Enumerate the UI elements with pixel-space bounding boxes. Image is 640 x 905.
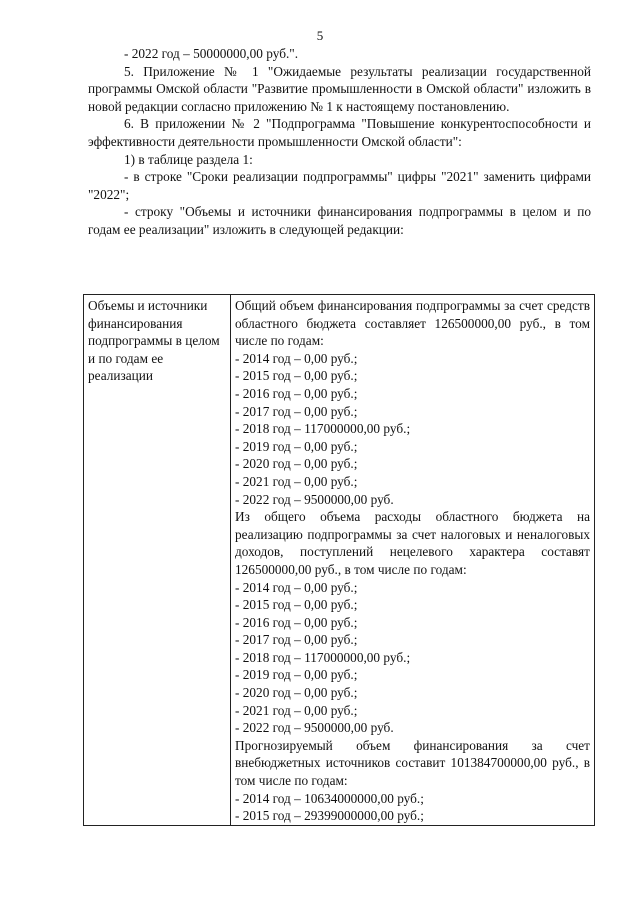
year-line: - 2018 год – 117000000,00 руб.; [235, 649, 411, 665]
year-line: - 2015 год – 0,00 руб.; [235, 597, 358, 613]
year-line: - 2019 год – 0,00 руб.; [235, 438, 358, 454]
year-line: - 2021 год – 0,00 руб.; [235, 473, 358, 489]
year-line: - 2015 год – 29399000000,00 руб.; [235, 808, 424, 824]
paragraph: - 2022 год – 50000000,00 руб.". [124, 46, 299, 61]
paragraph: 5. Приложение № 1 "Ожидаемые результаты реализации государственной программы Омской области "Развитие промышленности в Омской области" изложить в новой редакции согласно приложению № 1 к настоящему постановлению. [88, 63, 591, 114]
paragraph: - в строке "Сроки реализации подпрограммы" цифры "2021" заменить цифрами "2022"; [88, 169, 591, 202]
financing-intro: Общий объем финансирования подпрограммы за счет средств областного бюджета составляет 126500000,00 руб., в том числе по годам: [235, 298, 590, 349]
year-line: - 2021 год – 0,00 руб.; [235, 702, 358, 718]
paragraph: - строку "Объемы и источники финансирования подпрограммы в целом и по годам ее реализации" изложить в следующей редакции: [88, 204, 591, 237]
year-line: - 2014 год – 0,00 руб.; [235, 579, 358, 595]
year-line: - 2018 год – 117000000,00 руб.; [235, 421, 411, 437]
page-number: 5 [316, 28, 324, 43]
year-line: - 2014 год – 0,00 руб.; [235, 350, 358, 366]
row-content [231, 295, 595, 826]
financing-intro: Прогнозируемый объем финансирования за счет внебюджетных источников составит 101384700000,00 руб., в том числе по годам: [235, 737, 590, 789]
paragraph: 1) в таблице раздела 1: [124, 151, 253, 167]
year-line: - 2017 год – 0,00 руб.; [235, 403, 358, 419]
year-line: - 2014 год – 10634000000,00 руб.; [235, 790, 424, 806]
financing-table [83, 294, 595, 826]
row-label: Объемы и источники финансирования подпрограммы в целом и по годам ее реализации [84, 295, 231, 826]
year-line: - 2016 год – 0,00 руб.; [235, 614, 358, 630]
financing-intro: Из общего объема расходы областного бюджета на реализацию подпрограммы за счет налоговых и неналоговых доходов, поступлений нецелевого характера составят 126500000,00 руб., в том числе по годам: [235, 509, 590, 577]
year-line: - 2022 год – 9500000,00 руб. [235, 491, 394, 507]
year-line: - 2020 год – 0,00 руб.; [235, 456, 358, 472]
year-line: - 2016 год – 0,00 руб.; [235, 385, 358, 401]
table-row [84, 295, 595, 826]
year-line: - 2017 год – 0,00 руб.; [235, 632, 358, 648]
document-body [88, 45, 591, 239]
year-line: - 2020 год – 0,00 руб.; [235, 685, 358, 701]
year-line: - 2022 год – 9500000,00 руб. [235, 720, 394, 736]
year-line: - 2015 год – 0,00 руб.; [235, 368, 358, 384]
year-line: - 2019 год – 0,00 руб.; [235, 667, 358, 683]
paragraph: 6. В приложении № 2 "Подпрограмма "Повышение конкурентоспособности и эффективности деятельности промышленности Омской области": [88, 116, 591, 149]
